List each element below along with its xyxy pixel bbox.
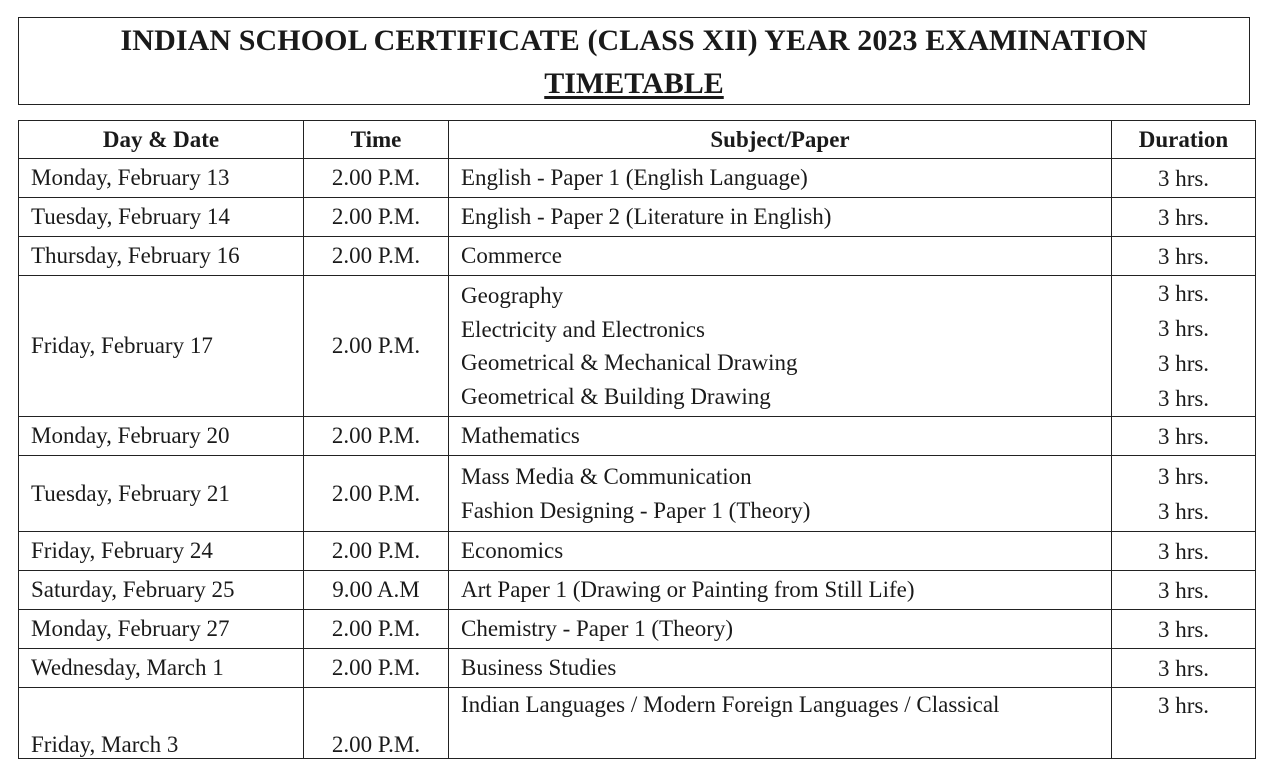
cell-duration (1112, 649, 1256, 688)
cell-duration (1112, 198, 1256, 237)
table-row (19, 649, 1256, 688)
cell-subject (449, 610, 1112, 649)
cell-date: Friday, February 17 (19, 276, 304, 417)
cell-time: 2.00 P.M. (304, 159, 449, 198)
subject-paper: Commerce (461, 243, 562, 269)
cell-subject (449, 532, 1112, 571)
cell-duration (1112, 276, 1256, 417)
cell-date: Monday, February 27 (19, 610, 304, 649)
cell-duration (1112, 688, 1256, 759)
table-row (19, 571, 1256, 610)
subject-paper: Economics (461, 538, 564, 564)
table-row (19, 159, 1256, 198)
cell-subject (449, 649, 1112, 688)
cell-duration (1112, 532, 1256, 571)
duration-value: 3 hrs. (1157, 693, 1210, 718)
cell-time: 2.00 P.M. (304, 688, 449, 759)
cell-date: Monday, February 20 (19, 417, 304, 456)
cell-date: Tuesday, February 21 (19, 456, 304, 532)
subject-paper: Geometrical & Building Drawing (461, 383, 771, 409)
cell-time: 2.00 P.M. (304, 198, 449, 237)
cell-subject (449, 688, 1112, 759)
cell-duration (1112, 237, 1256, 276)
cell-duration (1112, 417, 1256, 456)
duration-value: 3 hrs. (1157, 316, 1210, 341)
document-title: INDIAN SCHOOL CERTIFICATE (CLASS XII) YEAR 2023 EXAMINATION (120, 24, 1148, 57)
header-time: Time (304, 121, 449, 159)
duration-value: 3 hrs. (1157, 243, 1210, 269)
table-row (19, 456, 1256, 532)
header-date: Day & Date (19, 121, 304, 159)
duration-value: 3 hrs. (1157, 165, 1210, 191)
cell-subject (449, 159, 1112, 198)
table-row (19, 417, 1256, 456)
duration-value: 3 hrs. (1157, 498, 1210, 524)
table-row (19, 610, 1256, 649)
cell-time: 2.00 P.M. (304, 532, 449, 571)
table-header-row (19, 121, 1256, 159)
duration-value: 3 hrs. (1157, 463, 1210, 489)
header-duration: Duration (1112, 121, 1256, 159)
cell-time: 2.00 P.M. (304, 649, 449, 688)
cell-time: 2.00 P.M. (304, 276, 449, 417)
duration-value: 3 hrs. (1157, 281, 1210, 306)
subject-paper: Mass Media & Communication (461, 464, 752, 489)
timetable-table (18, 120, 1256, 759)
cell-time: 2.00 P.M. (304, 610, 449, 649)
cell-subject (449, 417, 1112, 456)
cell-subject (449, 198, 1112, 237)
table-row (19, 237, 1256, 276)
subject-paper: Mathematics (461, 423, 580, 449)
duration-value: 3 hrs. (1157, 577, 1210, 603)
cell-duration (1112, 456, 1256, 532)
subject-paper: Geography (461, 283, 564, 308)
cell-time: 9.00 A.M (304, 571, 449, 610)
subject-paper: Fashion Designing - Paper 1 (Theory) (461, 497, 811, 523)
subject-paper: Electricity and Electronics (461, 316, 705, 342)
header-subject: Subject/Paper (449, 121, 1112, 159)
duration-value: 3 hrs. (1157, 616, 1210, 642)
cell-subject (449, 276, 1112, 417)
cell-subject (449, 237, 1112, 276)
title-box (18, 17, 1250, 105)
cell-duration (1112, 159, 1256, 198)
subject-paper: English - Paper 2 (Literature in English) (461, 204, 832, 230)
subject-paper: English - Paper 1 (English Language) (461, 165, 808, 191)
cell-date: Thursday, February 16 (19, 237, 304, 276)
subject-paper: Art Paper 1 (Drawing or Painting from Still Life) (461, 577, 915, 603)
subject-paper: Indian Languages / Modern Foreign Languages / Classical (461, 692, 1000, 717)
cell-date: Tuesday, February 14 (19, 198, 304, 237)
cell-date: Monday, February 13 (19, 159, 304, 198)
table-body (19, 159, 1256, 759)
table-row (19, 198, 1256, 237)
table-row (19, 688, 1256, 759)
cell-time: 2.00 P.M. (304, 417, 449, 456)
duration-value: 3 hrs. (1157, 204, 1210, 230)
table-row (19, 276, 1256, 417)
cell-duration (1112, 571, 1256, 610)
document-subtitle: TIMETABLE (544, 67, 724, 100)
cell-subject (449, 456, 1112, 532)
duration-value: 3 hrs. (1157, 655, 1210, 681)
cell-date: Friday, February 24 (19, 532, 304, 571)
duration-value: 3 hrs. (1157, 423, 1210, 449)
cell-time: 2.00 P.M. (304, 237, 449, 276)
cell-time: 2.00 P.M. (304, 456, 449, 532)
duration-value: 3 hrs. (1157, 386, 1210, 411)
cell-subject (449, 571, 1112, 610)
subject-paper: Business Studies (461, 655, 617, 681)
duration-value: 3 hrs. (1157, 538, 1210, 564)
duration-value: 3 hrs. (1157, 351, 1210, 376)
cell-date: Saturday, February 25 (19, 571, 304, 610)
cell-date: Wednesday, March 1 (19, 649, 304, 688)
cell-date: Friday, March 3 (19, 688, 304, 759)
cell-duration (1112, 610, 1256, 649)
subject-paper: Geometrical & Mechanical Drawing (461, 350, 798, 375)
table-row (19, 532, 1256, 571)
subject-paper: Chemistry - Paper 1 (Theory) (461, 616, 734, 642)
